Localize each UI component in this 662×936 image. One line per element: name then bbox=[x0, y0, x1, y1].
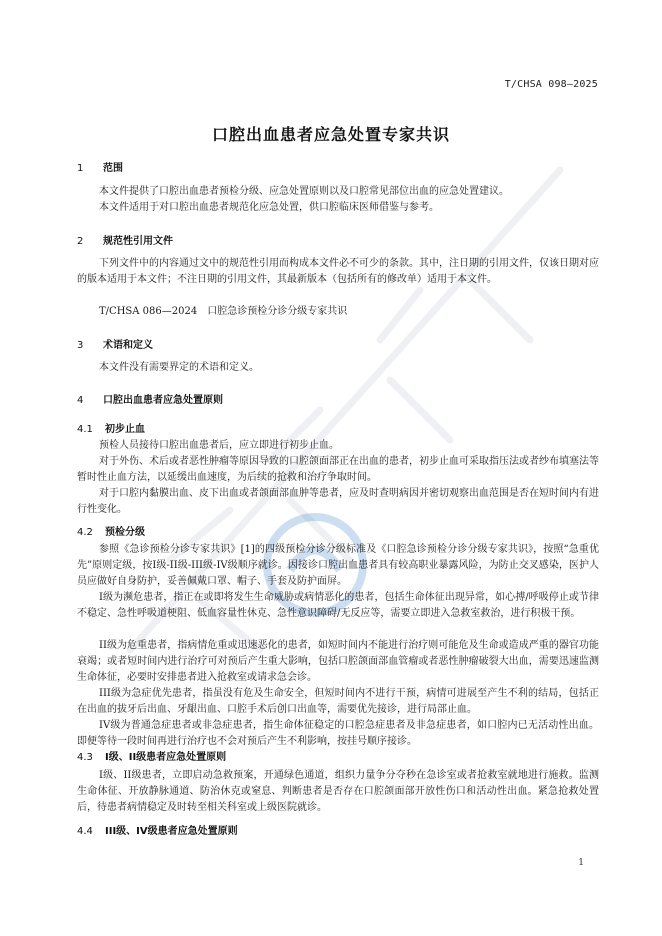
reference-item: T/CHSA 086—2024 口腔急诊预检分诊分级专家共识 bbox=[99, 306, 348, 317]
paragraph: IV级为普通急症患者或非急症患者，指生命体征稳定的口腔急症患者及非急症患者，如口腔内已无活动性出血。即便等待一段时间再进行治疗也不会对预后产生不利影响，按挂号顺序接诊。 bbox=[77, 720, 599, 747]
subsection-title: 初步止血 bbox=[105, 424, 145, 435]
subsection-number: 4.4 bbox=[77, 826, 93, 837]
subsection-title: 预检分级 bbox=[105, 527, 145, 538]
section-title: 规范性引用文件 bbox=[103, 236, 173, 247]
paragraph: 本文件提供了口腔出血患者预检分级、应急处置原则以及口腔常见部位出血的应急处置建议。 bbox=[99, 186, 509, 197]
subsection-title: I级、II级患者应急处置原则 bbox=[105, 752, 227, 763]
section-title: 术语和定义 bbox=[103, 340, 153, 351]
paragraph: II级为危重患者，指病情危重或迅速恶化的患者，如短时间内不能进行治疗则可能危及生命或造成严重的器官功能衰竭；或者短时间内进行治疗可对预后产生重大影响，包括口腔颌面部血管瘤或者恶性肿瘤破裂大出血，需要迅速监测生命体征，必要时安排患者进入抢救室或请求急会诊。 bbox=[77, 640, 599, 683]
section-heading-normative-references bbox=[77, 232, 173, 247]
section-heading-scope bbox=[77, 159, 123, 174]
subsection-heading-level-3-4 bbox=[77, 822, 238, 837]
paragraph: 对于口腔内黏膜出血、皮下出血或者颌面部血肿等患者，应及时查明病因并密切观察出血范围是否在短时间内有进行性变化。 bbox=[77, 488, 599, 515]
subsection-title: III级、IV级患者应急处置原则 bbox=[105, 826, 238, 837]
paragraph: I级为濒危患者，指正在或即将发生生命威胁或病情恶化的患者，包括生命体征出现异常，如心搏/呼吸停止或节律不稳定、急性呼吸道梗阻、低血容量性休克、急性意识障碍/无反应等，需要立即进入急救室救治，进行积极干预。 bbox=[77, 592, 599, 619]
document-code: T/CHSA 098—2025 bbox=[504, 79, 598, 90]
subsection-heading-triage bbox=[77, 523, 145, 538]
paragraph: 对于外伤、术后或者恶性肿瘤等原因导致的口腔颌面部正在出血的患者，初步止血可采取指压法或者纱布填塞法等暂时性止血方法，以延缓出血速度，为后续的抢救和治疗争取时间。 bbox=[77, 456, 599, 483]
section-heading-terms bbox=[77, 336, 153, 351]
document-title: 口腔出血患者应急处置专家共识 bbox=[211, 125, 450, 144]
subsection-number: 4.2 bbox=[77, 527, 93, 538]
section-number: 4 bbox=[77, 395, 84, 406]
section-heading-principles bbox=[77, 391, 223, 406]
section-number: 1 bbox=[77, 163, 84, 174]
paragraph: 下列文件中的内容通过文中的规范性引用而构成本文件必不可少的条款。其中，注日期的引用文件，仅该日期对应的版本适用于本文件；不注日期的引用文件，其最新版本（包括所有的修改单）适用于本文件。 bbox=[77, 258, 599, 285]
page-number: 1 bbox=[578, 858, 584, 868]
section-number: 3 bbox=[77, 340, 84, 351]
subsection-heading-level-1-2 bbox=[77, 748, 226, 763]
subsection-number: 4.3 bbox=[77, 752, 93, 763]
subsection-heading-initial-hemostasis bbox=[77, 420, 145, 435]
paragraph: 本文件没有需要界定的术语和定义。 bbox=[99, 362, 259, 373]
subsection-number: 4.1 bbox=[77, 424, 93, 435]
paragraph: III级为急症优先患者，指虽没有危及生命安全，但短时间内不进行干预，病情可进展至产生不利的结局，包括正在出血的拔牙后出血、牙龈出血、口腔手术后创口出血等，需要优先接诊，进行局部止血。 bbox=[77, 688, 599, 715]
paragraph: 预检人员接待口腔出血患者后，应立即进行初步止血。 bbox=[99, 440, 339, 451]
section-number: 2 bbox=[77, 236, 84, 247]
section-title: 口腔出血患者应急处置原则 bbox=[103, 395, 223, 406]
section-title: 范围 bbox=[103, 163, 123, 174]
paragraph: I级、II级患者，立即启动急救预案，开通绿色通道，组织力量争分夺秒在急诊室或者抢救室就地进行施救。监测生命体征、开放静脉通道、防治休克或窒息、判断患者是否存在口腔颌面部开放性伤口和活动性出血。紧急抢救处置后，待患者病情稳定及时转至相关科室或上级医院就诊。 bbox=[77, 770, 599, 813]
paragraph: 参照《急诊预检分诊专家共识》[1]的四级预检分诊分级标准及《口腔急诊预检分诊分级专家共识》，按照“急重优先”原则定级，按I级-II级-III级-IV级顺序就诊。因接诊口腔出血患者具有较高职业暴露风险，为防止交叉感染，医护人员应做好自身防护，妥善佩戴口罩、帽子、手套及防护面屏。 bbox=[77, 544, 599, 587]
paragraph: 本文件适用于对口腔出血患者规范化应急处置，供口腔临床医师借鉴与参考。 bbox=[99, 202, 439, 213]
